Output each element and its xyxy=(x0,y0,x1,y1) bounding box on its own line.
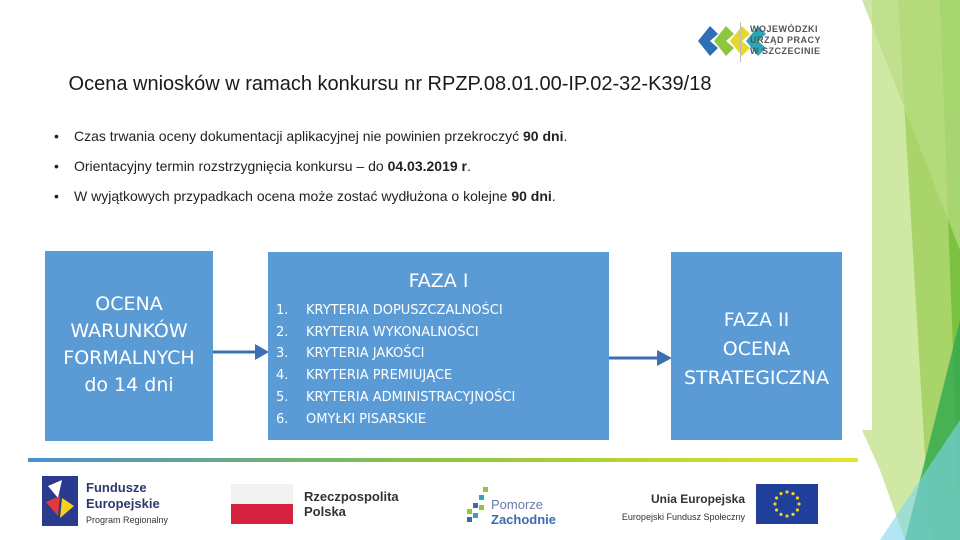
box-line: do 14 dni xyxy=(84,374,174,396)
logo-line: W SZCZECINIE xyxy=(750,46,821,56)
fe-line: Europejskie xyxy=(86,496,160,511)
bullet-bold: 04.03.2019 r xyxy=(387,158,467,174)
phase-two-text xyxy=(671,306,842,393)
box-line: WARUNKÓW xyxy=(70,320,188,342)
criteria-number: 6. xyxy=(276,411,289,427)
phase-two-box xyxy=(671,252,842,440)
bullet-text: Czas trwania oceny dokumentacji aplikacyjnej nie powinien przekroczyć xyxy=(74,128,523,144)
criteria-label: KRYTERIA JAKOŚCI xyxy=(306,346,425,362)
formal-assessment-text xyxy=(45,291,213,399)
bullet-item xyxy=(52,156,812,186)
logo-line: WOJEWÓDZKI xyxy=(750,24,818,34)
bullet-item xyxy=(52,126,812,156)
criteria-label: KRYTERIA ADMINISTRACYJNOŚCI xyxy=(306,389,516,405)
criteria-item xyxy=(276,409,515,431)
bullet-bold: 90 dni xyxy=(511,188,552,204)
bullet-bold: 90 dni xyxy=(523,128,564,144)
criteria-number: 1. xyxy=(276,303,289,318)
box-line: FORMALNYCH xyxy=(63,347,195,369)
bullet-text: Orientacyjny termin rozstrzygnięcia konkursu – do xyxy=(74,158,388,174)
fe-line: Fundusze xyxy=(86,480,147,495)
box-line: OCENA xyxy=(722,338,791,360)
fe-subline: Program Regionalny xyxy=(86,515,169,525)
slide-title: Ocena wniosków w ramach konkursu nr RPZP.08.01.00-IP.02-32-K39/18 xyxy=(68,73,712,95)
eu-flag-icon xyxy=(756,484,818,524)
fundusze-europejskie-text xyxy=(86,480,168,528)
fundusze-europejskie-icon xyxy=(42,476,78,526)
rp-line: Polska xyxy=(304,504,346,519)
criteria-label: KRYTERIA PREMIUJĄCE xyxy=(306,368,453,384)
criteria-item xyxy=(276,387,515,409)
rzeczpospolita-text xyxy=(304,489,399,519)
bullet-tail: . xyxy=(563,128,568,144)
box-line: FAZA II xyxy=(723,309,790,331)
pomorze-zachodnie-icon xyxy=(463,481,491,525)
criteria-item xyxy=(276,365,515,387)
poland-flag-icon xyxy=(231,484,293,524)
criteria-label: KRYTERIA DOPUSZCZALNOŚCI xyxy=(306,303,503,318)
criteria-label: KRYTERIA WYKONALNOŚCI xyxy=(306,324,479,340)
bullet-text: W wyjątkowych przypadkach ocena może zostać wydłużona o kolejne xyxy=(74,188,512,204)
phase-one-heading: FAZA I xyxy=(408,270,469,292)
criteria-number: 5. xyxy=(276,389,289,405)
criteria-number: 3. xyxy=(276,346,289,362)
criteria-item xyxy=(276,300,515,322)
criteria-label: OMYŁKI PISARSKIE xyxy=(306,411,427,427)
criteria-item xyxy=(276,322,515,344)
criteria-list xyxy=(276,300,515,430)
unia-europejska-text xyxy=(615,490,745,526)
criteria-number: 2. xyxy=(276,324,289,340)
box-line: OCENA xyxy=(95,293,163,315)
footer-divider xyxy=(28,458,858,462)
criteria-item xyxy=(276,343,515,365)
criteria-number: 4. xyxy=(276,368,289,384)
phase-one-box xyxy=(268,252,609,440)
box-line: STRATEGICZNA xyxy=(683,367,830,389)
arrow-right-icon xyxy=(213,341,269,363)
pomorze-zachodnie-text xyxy=(491,497,556,527)
bullet-tail: . xyxy=(551,188,556,204)
ue-subline: Europejski Fundusz Społeczny xyxy=(621,512,745,522)
wup-logo-text xyxy=(750,24,821,57)
ue-line: Unia Europejska xyxy=(650,492,745,506)
bullet-list xyxy=(52,126,812,216)
pz-line-bold: Zachodnie xyxy=(491,512,557,527)
logo-line: URZĄD PRACY xyxy=(750,35,822,45)
arrow-right-icon xyxy=(609,347,672,369)
bullet-tail: . xyxy=(466,158,471,174)
pz-line: Pomorze xyxy=(491,497,544,512)
rp-line: Rzeczpospolita xyxy=(304,489,399,504)
formal-assessment-box xyxy=(45,251,213,441)
bullet-item xyxy=(52,186,812,216)
logo-separator xyxy=(740,22,741,62)
